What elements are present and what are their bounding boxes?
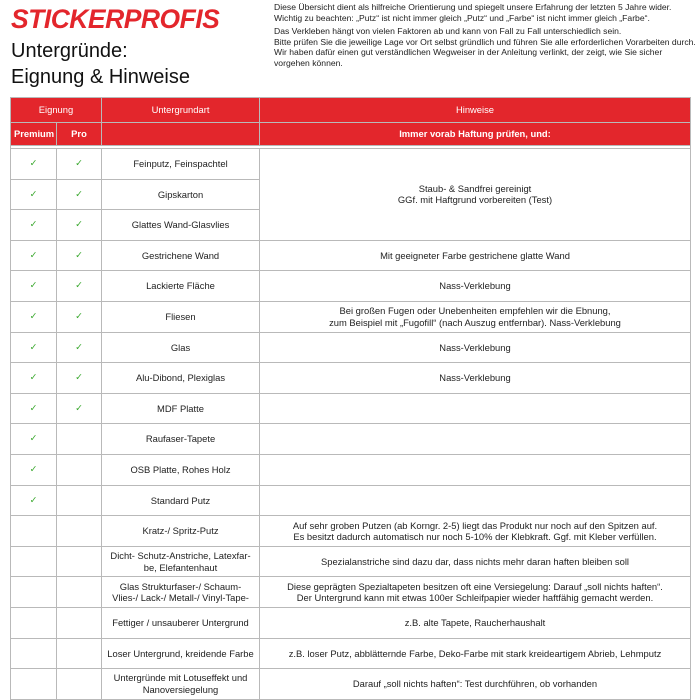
- note-cell: Darauf „soll nichts haften“: Test durchführen, ob vorhanden: [260, 669, 691, 700]
- premium-check-icon: ✓: [11, 424, 57, 455]
- surface-name: Untergründe mit Lotuseffekt und Nanoversiegelung: [102, 669, 260, 700]
- table-row: [11, 332, 691, 363]
- note-cell: Auf sehr groben Putzen (ab Korngr. 2-5) liegt das Produkt nur noch auf den Spitzen auf. Es besitzt dadurch automatisch nur noch 5-10% der Klebkraft. Ggf. mit Kleber verfüllen.: [260, 516, 691, 547]
- table-row: [11, 424, 691, 455]
- pro-check-icon: ✓: [57, 240, 102, 271]
- header-untergrundart: Untergrundart: [102, 98, 260, 123]
- note-cell: [260, 424, 691, 455]
- note-cell: z.B. alte Tapete, Raucherhaushalt: [260, 607, 691, 638]
- table-row: [11, 638, 691, 669]
- table-row: [11, 516, 691, 547]
- premium-check-icon: ✓: [11, 210, 57, 241]
- premium-check-icon: ✓: [11, 149, 57, 180]
- pro-cell: [57, 607, 102, 638]
- pro-check-icon: ✓: [57, 363, 102, 394]
- table-row: [11, 607, 691, 638]
- table-row: [11, 301, 691, 332]
- table-row: [11, 546, 691, 577]
- premium-cell: [11, 546, 57, 577]
- suitability-table: [10, 97, 691, 700]
- note-cell: [260, 485, 691, 516]
- surface-name: Kratz-/ Spritz-Putz: [102, 516, 260, 547]
- note-cell: Staub- & Sandfrei gereinigt GGf. mit Haftgrund vorbereiten (Test): [260, 149, 691, 241]
- header-eignung: Eignung: [11, 98, 102, 123]
- intro-line: Das Verkleben hängt von vielen Faktoren ab und kann von Fall zu Fall unterschiedlich sein.: [274, 26, 622, 37]
- premium-cell: [11, 516, 57, 547]
- page-title-line2: Eignung & Hinweise: [11, 66, 190, 88]
- surface-name: Fliesen: [102, 301, 260, 332]
- pro-check-icon: ✓: [57, 271, 102, 302]
- premium-check-icon: ✓: [11, 271, 57, 302]
- pro-cell: [57, 577, 102, 608]
- surface-name: Raufaser-Tapete: [102, 424, 260, 455]
- pro-cell: [57, 516, 102, 547]
- pro-cell: [57, 424, 102, 455]
- pro-check-icon: ✓: [57, 301, 102, 332]
- premium-check-icon: ✓: [11, 485, 57, 516]
- premium-check-icon: ✓: [11, 332, 57, 363]
- pro-check-icon: ✓: [57, 210, 102, 241]
- surface-name: Standard Putz: [102, 485, 260, 516]
- table-row: [11, 454, 691, 485]
- surface-name: Glas Strukturfaser-/ Schaum- Vlies-/ Lack-/ Metall-/ Vinyl-Tape-: [102, 577, 260, 608]
- header-hinweise: Hinweise: [260, 98, 691, 123]
- pro-check-icon: ✓: [57, 332, 102, 363]
- surface-name: MDF Platte: [102, 393, 260, 424]
- premium-cell: [11, 669, 57, 700]
- header-premium: Premium: [11, 123, 57, 146]
- premium-check-icon: ✓: [11, 454, 57, 485]
- table-row: [11, 363, 691, 394]
- premium-check-icon: ✓: [11, 240, 57, 271]
- surface-name: Gestrichene Wand: [102, 240, 260, 271]
- note-cell: Nass-Verklebung: [260, 363, 691, 394]
- table-row: [11, 393, 691, 424]
- surface-name: Dicht- Schutz-Anstriche, Latexfar- be, Elefantenhaut: [102, 546, 260, 577]
- page-header: [0, 0, 700, 96]
- surface-name: Glattes Wand-Glasvlies: [102, 210, 260, 241]
- surface-name: OSB Platte, Rohes Holz: [102, 454, 260, 485]
- page-title: [11, 38, 190, 90]
- table-row: [11, 669, 691, 700]
- premium-check-icon: ✓: [11, 301, 57, 332]
- note-cell: [260, 393, 691, 424]
- premium-cell: [11, 607, 57, 638]
- page-title-line1: Untergründe:: [11, 40, 128, 62]
- premium-check-icon: ✓: [11, 393, 57, 424]
- table-subheader-row: [11, 123, 691, 146]
- header-pro: Pro: [57, 123, 102, 146]
- pro-cell: [57, 669, 102, 700]
- table-row: [11, 485, 691, 516]
- surface-name: Lackierte Fläche: [102, 271, 260, 302]
- note-cell: Nass-Verklebung: [260, 271, 691, 302]
- note-cell: Bei großen Fugen oder Unebenheiten empfehlen wir die Ebnung, zum Beispiel mit „Fugofill“ (nach Auszug entfernbar). Nass-Verklebung: [260, 301, 691, 332]
- intro-text: [274, 2, 698, 69]
- intro-line: Wir haben dafür einen gut verständlichen Wegweiser in der Anleitung verlinkt, der zeigt, wie Sie sicher vorgehen können.: [274, 47, 663, 68]
- surface-name: Alu-Dibond, Plexiglas: [102, 363, 260, 394]
- pro-check-icon: ✓: [57, 393, 102, 424]
- premium-cell: [11, 638, 57, 669]
- table-row: [11, 149, 691, 180]
- pro-cell: [57, 454, 102, 485]
- surface-name: Feinputz, Feinspachtel: [102, 149, 260, 180]
- pro-check-icon: ✓: [57, 179, 102, 210]
- premium-cell: [11, 577, 57, 608]
- table-row: [11, 577, 691, 608]
- premium-check-icon: ✓: [11, 363, 57, 394]
- surface-name: Glas: [102, 332, 260, 363]
- pro-cell: [57, 485, 102, 516]
- pro-cell: [57, 546, 102, 577]
- note-cell: Diese geprägten Spezialtapeten besitzen oft eine Versiegelung: Darauf „soll nichts haften“. Der Untergrund kann mit etwas 100er Schleifpapier wieder haftfähig gemacht werden.: [260, 577, 691, 608]
- brand-logo: STICKERPROFIS: [11, 4, 220, 34]
- table-row: [11, 240, 691, 271]
- note-cell: Spezialanstriche sind dazu dar, dass nichts mehr daran haften bleiben soll: [260, 546, 691, 577]
- intro-line: Diese Übersicht dient als hilfreiche Orientierung und spiegelt unsere Erfahrung der letzten 5 Jahre wider.: [274, 2, 672, 12]
- pro-check-icon: ✓: [57, 149, 102, 180]
- note-cell: Mit geeigneter Farbe gestrichene glatte Wand: [260, 240, 691, 271]
- table-row: [11, 271, 691, 302]
- intro-line: Bitte prüfen Sie die jeweilige Lage vor Ort selbst gründlich und führen Sie alle erforderlichen Vorarbeiten durch.: [274, 36, 696, 47]
- header-blank: [102, 123, 260, 146]
- note-cell: z.B. loser Putz, abblätternde Farbe, Deko-Farbe mit stark kreideartigem Abrieb, Lehmputz: [260, 638, 691, 669]
- intro-line: Wichtig zu beachten: „Putz“ ist nicht immer gleich „Putz“ und „Farbe“ ist nicht immer gleich „Farbe“.: [274, 12, 650, 23]
- premium-check-icon: ✓: [11, 179, 57, 210]
- note-cell: Nass-Verklebung: [260, 332, 691, 363]
- note-cell: [260, 454, 691, 485]
- table-header-row: [11, 98, 691, 123]
- pro-cell: [57, 638, 102, 669]
- surface-name: Loser Untergrund, kreidende Farbe: [102, 638, 260, 669]
- table-body: [11, 149, 691, 700]
- surface-name: Fettiger / unsauberer Untergrund: [102, 607, 260, 638]
- surface-name: Gipskarton: [102, 179, 260, 210]
- header-hinweise-sub: Immer vorab Haftung prüfen, und:: [260, 123, 691, 146]
